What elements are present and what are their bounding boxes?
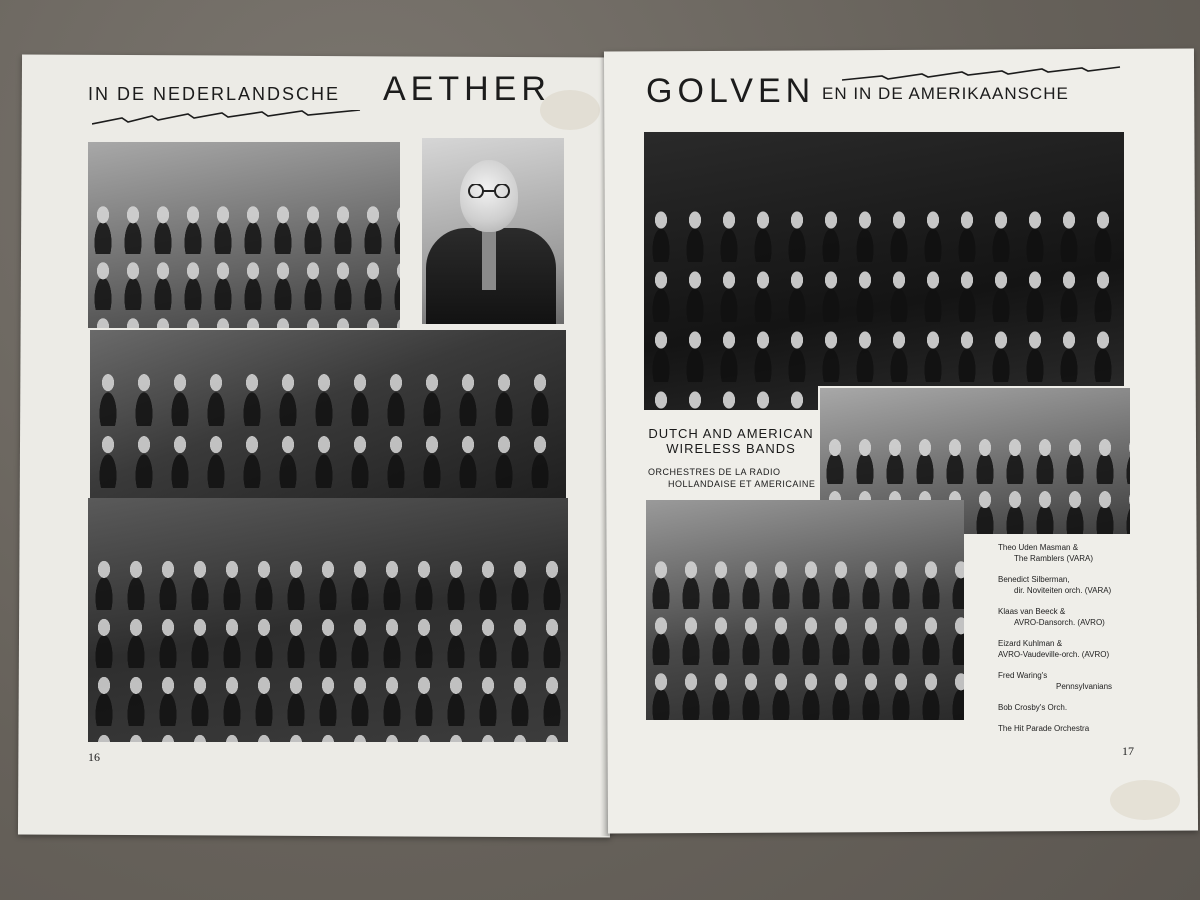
credit-line-2: Pennsylvanians (1056, 682, 1113, 691)
credit-item (998, 574, 1138, 596)
caption-subtitle (648, 466, 818, 490)
zigzag-rule-right (842, 66, 1122, 84)
header-big-left: AETHER (383, 70, 551, 108)
page-number-left: 16 (88, 750, 100, 764)
credit-item (998, 723, 1138, 734)
credit-item (998, 542, 1138, 564)
credit-line-1: Theo Uden Masman & (998, 543, 1079, 552)
photo-band-performing (90, 330, 566, 500)
credit-line-2: dir. Noviteiten orch. (VARA) (1014, 586, 1112, 595)
header-small-right: EN IN DE AMERIKAANSCHE (822, 84, 1069, 103)
caption-title-line-1: DUTCH AND AMERICAN (648, 426, 814, 441)
credit-line-1: Eizard Kuhlman & (998, 639, 1063, 648)
photo-american-big-band (644, 132, 1124, 410)
paper-stain (1110, 780, 1180, 820)
credit-item (998, 702, 1138, 713)
credit-line-2: AVRO-Dansorch. (AVRO) (1014, 618, 1105, 627)
header-small-left: IN DE NEDERLANDSCHE (88, 84, 341, 104)
header-big-right: GOLVEN (646, 72, 816, 110)
credit-item (998, 670, 1138, 692)
credit-line-2: The Ramblers (VARA) (1014, 554, 1093, 563)
photo-string-orchestra (88, 498, 568, 742)
caption-sub-line-1: ORCHESTRES DE LA RADIO (648, 467, 781, 477)
photo-hit-parade-orchestra (646, 500, 964, 720)
zigzag-rule-left (92, 110, 362, 128)
credit-line-2: AVRO-Vaudeville-orch. (AVRO) (998, 650, 1110, 659)
credit-line-1: The Hit Parade Orchestra (998, 724, 1090, 733)
caption-title (648, 426, 814, 456)
credit-line-1: Bob Crosby's Orch. (998, 703, 1068, 712)
credit-item (998, 638, 1138, 660)
credit-item (998, 606, 1138, 628)
photo-portrait-conductor (422, 138, 564, 324)
credits-list (998, 542, 1138, 744)
caption-title-line-2: WIRELESS BANDS (666, 441, 796, 456)
credit-line-1: Benedict Silberman, (998, 575, 1070, 584)
credit-line-1: Klaas van Beeck & (998, 607, 1066, 616)
credit-line-1: Fred Waring's (998, 671, 1048, 680)
photo-orchestra-group-1 (88, 142, 400, 328)
caption-sub-line-2: HOLLANDAISE ET AMERICAINE (668, 479, 816, 489)
page-number-right: 17 (1122, 744, 1134, 758)
